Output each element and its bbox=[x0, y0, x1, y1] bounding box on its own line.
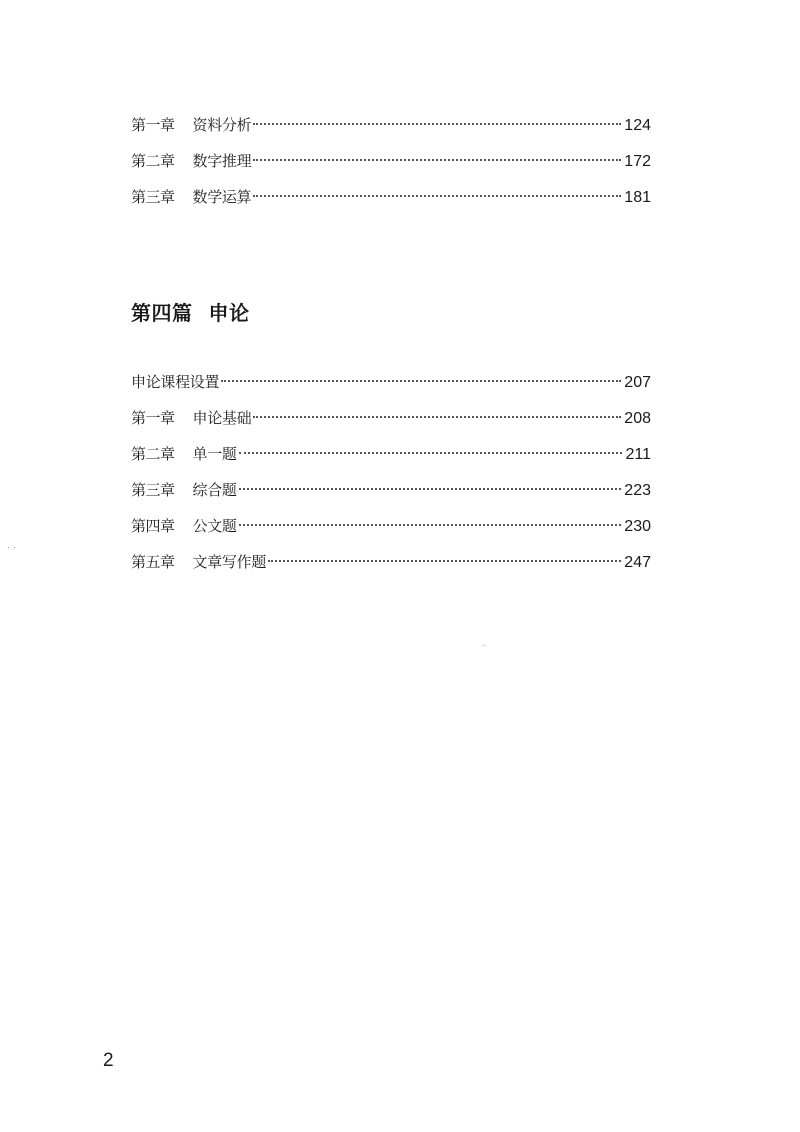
part-heading bbox=[131, 297, 250, 326]
dot-leader bbox=[239, 488, 622, 490]
toc-entry[interactable] bbox=[131, 185, 651, 221]
toc-entry-title: 数学运算 bbox=[192, 188, 252, 206]
dot-leader bbox=[253, 123, 621, 125]
toc-section-shenlun bbox=[131, 370, 651, 586]
part-label: 第四篇 bbox=[131, 301, 193, 325]
toc-page-number: 230 bbox=[624, 518, 651, 535]
toc-entry[interactable] bbox=[131, 149, 651, 185]
toc-chapter-number: 第五章 bbox=[131, 553, 175, 571]
toc-chapter-number: 第二章 bbox=[131, 445, 175, 463]
page-number: 2 bbox=[103, 1050, 114, 1071]
toc-chapter-number: 第一章 bbox=[131, 409, 175, 427]
toc-entry[interactable] bbox=[131, 406, 651, 442]
toc-entry-title: 单一题 bbox=[192, 445, 237, 463]
dot-leader bbox=[253, 195, 621, 197]
toc-entry-title: 申论课程设置 bbox=[131, 373, 220, 391]
toc-entry-title: 申论基础 bbox=[192, 409, 252, 427]
toc-entry-title: 资料分析 bbox=[192, 116, 252, 134]
toc-entry[interactable] bbox=[131, 370, 651, 406]
scan-speck bbox=[14, 547, 15, 548]
toc-entry-title: 公文题 bbox=[192, 517, 237, 535]
scan-speck bbox=[8, 547, 9, 548]
toc-chapter-number: 第三章 bbox=[131, 481, 175, 499]
toc-entry[interactable] bbox=[131, 514, 651, 550]
toc-entry-title: 数字推理 bbox=[192, 152, 252, 170]
toc-page-number: 247 bbox=[624, 554, 651, 571]
toc-chapter-number: 第四章 bbox=[131, 517, 175, 535]
dot-leader bbox=[268, 560, 621, 562]
toc-page-number: 211 bbox=[625, 446, 651, 463]
toc-entry[interactable] bbox=[131, 550, 651, 586]
toc-entry-title: 综合题 bbox=[192, 481, 237, 499]
dot-leader bbox=[239, 452, 623, 454]
toc-entry-title: 文章写作题 bbox=[192, 553, 267, 571]
dot-leader bbox=[221, 380, 621, 382]
dot-leader bbox=[253, 159, 621, 161]
toc-entry[interactable] bbox=[131, 113, 651, 149]
scan-speck bbox=[484, 645, 485, 646]
toc-chapter-number: 第一章 bbox=[131, 116, 175, 134]
toc-chapter-number: 第三章 bbox=[131, 188, 175, 206]
dot-leader bbox=[253, 416, 621, 418]
dot-leader bbox=[239, 524, 622, 526]
toc-section-previous-part bbox=[131, 113, 651, 221]
toc-page-number: 223 bbox=[624, 482, 651, 499]
toc-page-number: 208 bbox=[624, 410, 651, 427]
part-title: 申论 bbox=[208, 301, 250, 325]
toc-page-number: 207 bbox=[624, 374, 651, 391]
toc-page-number: 181 bbox=[624, 189, 651, 206]
toc-page-number: 172 bbox=[624, 153, 651, 170]
toc-page-number: 124 bbox=[624, 117, 651, 134]
toc-entry[interactable] bbox=[131, 478, 651, 514]
toc-entry[interactable] bbox=[131, 442, 651, 478]
toc-chapter-number: 第二章 bbox=[131, 152, 175, 170]
